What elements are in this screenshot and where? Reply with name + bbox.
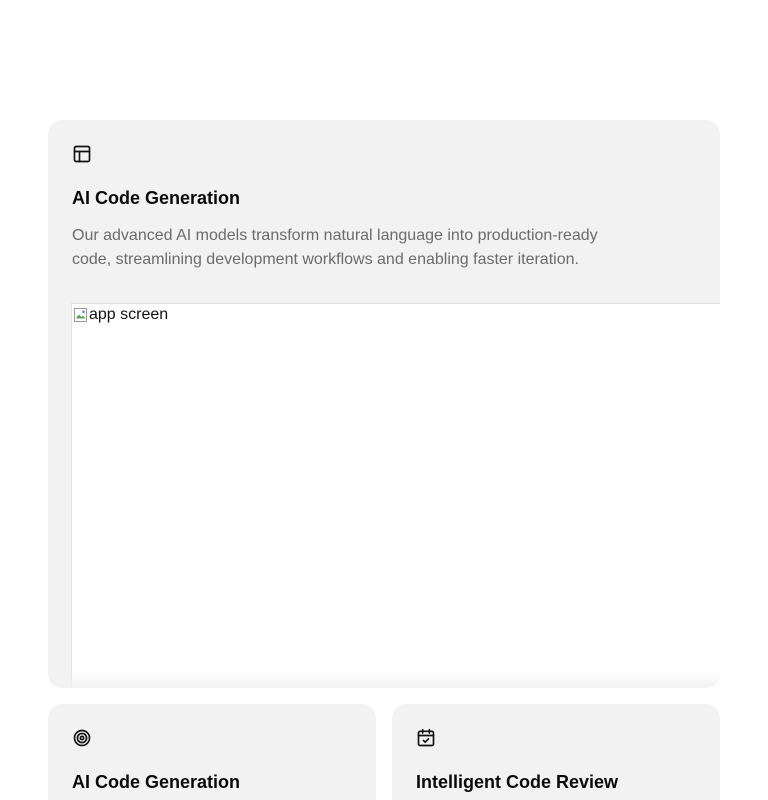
- target-icon: [72, 728, 92, 748]
- feature-card-main: [48, 120, 720, 688]
- calendar-check-icon: [416, 728, 436, 748]
- app-screen-image: [71, 303, 720, 688]
- layout-panel-icon: [72, 144, 92, 164]
- broken-image-icon: [73, 307, 89, 323]
- feature-card-code-generation: [48, 704, 376, 800]
- broken-image-placeholder: [73, 305, 168, 325]
- feature-title: AI Code Generation: [72, 772, 241, 792]
- feature-title: AI Code Generation: [72, 188, 241, 208]
- card-bottom-fade: [48, 670, 720, 688]
- feature-title: Intelligent Code Review: [416, 772, 619, 792]
- image-alt-text: app screen: [89, 306, 169, 323]
- feature-description: Our advanced AI models transform natural language into production-ready code, streamlining development workflows and enabling faster iteration.: [72, 227, 598, 268]
- feature-card-code-review: [392, 704, 720, 800]
